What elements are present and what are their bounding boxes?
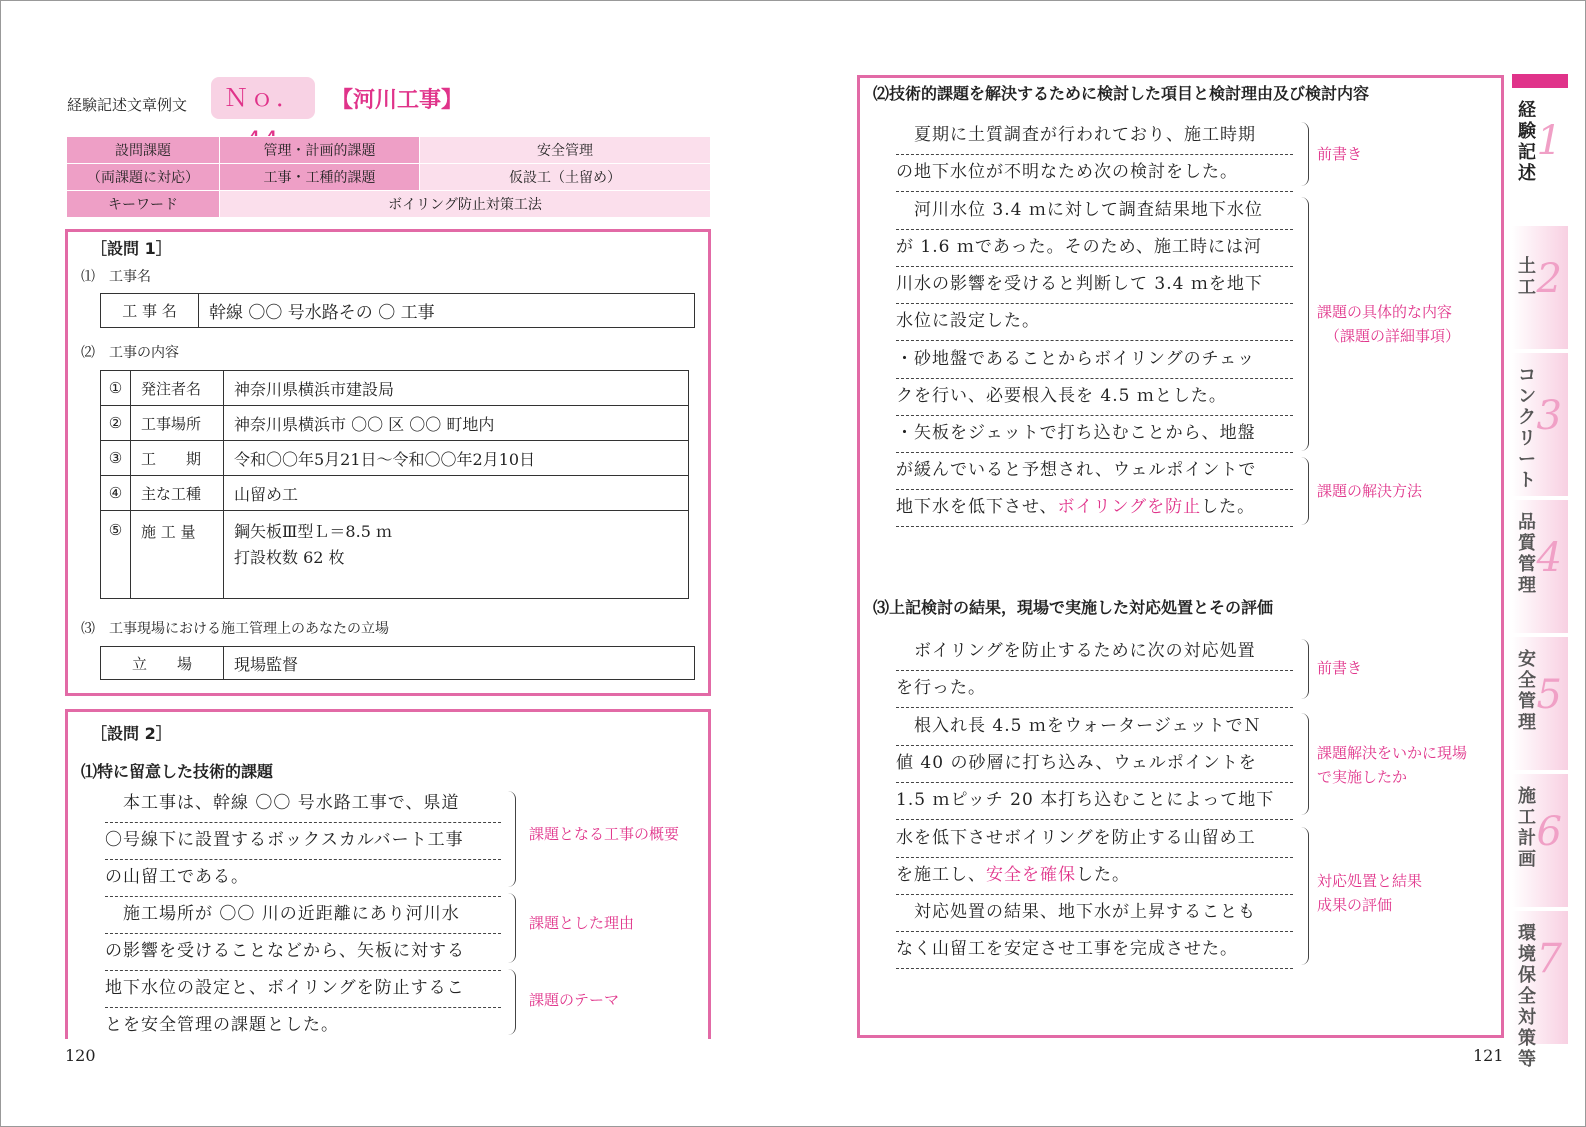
row-key: 発注者名 [131, 371, 224, 406]
table-row [101, 406, 689, 441]
category-1-value: 安全管理 [420, 137, 711, 164]
essay-line: 河川水位 3.4 ｍに対して調査結果地下水位 [896, 193, 1293, 230]
row-key: 主な工種 [131, 476, 224, 511]
location-value: 神奈川県横浜市 〇〇 区 〇〇 町地内 [224, 406, 689, 441]
essay-line: 地下水位の設定と、ボイリングを防止するこ [105, 971, 501, 1008]
section-label: 経験記述文章例文 [67, 96, 188, 114]
annotation: 前書き [1317, 659, 1363, 677]
essay-line: 夏期に土質調査が行われており、施工時期 [896, 118, 1293, 155]
essay-line: 本工事は、幹線 〇〇 号水路工事で、県道 [105, 786, 501, 823]
position-value: 現場監督 [224, 647, 695, 680]
annotation: 課題となる工事の概要 [529, 825, 680, 843]
essay-line: 根入れ長 4.5 ｍをウォータージェットでＮ [896, 709, 1293, 746]
page-title: 【河川工事】 [331, 88, 464, 113]
essay-line: なく山留工を安定させ工事を完成させた。 [896, 932, 1293, 969]
row-number: ⑤ [101, 511, 131, 599]
page-number-right: 121 [1473, 1046, 1504, 1065]
project-name-value: 幹線 〇〇 号水路その 〇 工事 [199, 294, 695, 328]
annotation: （課題の詳細事項） [1325, 327, 1461, 345]
essay-line: 地下水を低下させ、ボイリングを防止した。 [896, 490, 1293, 527]
essay-line: の影響を受けることなどから、矢板に対する [105, 934, 501, 971]
chapter-tab-concrete[interactable]: コンクリート 3 [1512, 353, 1568, 498]
chapter-tab-safety[interactable]: 安全管理 5 [1512, 637, 1568, 772]
quantity-value-1: 鋼矢板Ⅲ型Ｌ＝8.5 ｍ [234, 522, 392, 541]
annotation: 課題の具体的な内容 [1317, 303, 1453, 321]
bracket [506, 791, 516, 887]
chapter-tab-environment[interactable]: 環境保全対策等 7 [1512, 911, 1568, 1046]
q2-section-2-title: ⑵技術的課題を解決するために検討した項目と検討理由及び検討内容 [873, 84, 1370, 103]
question-topic-label: 設問課題 [67, 137, 220, 164]
project-name-table [100, 293, 695, 328]
row-key: 工 期 [131, 441, 224, 476]
main-work-value: 山留め工 [224, 476, 689, 511]
position-label: 立 場 [101, 647, 224, 680]
annotation: 課題解決をいかに現場 [1317, 744, 1468, 762]
essay-line: ・矢板をジェットで打ち込むことから、地盤 [896, 416, 1293, 453]
annotation: 課題とした理由 [529, 914, 635, 932]
essay-line: が緩んでいると予想され、ウェルポイントで [896, 453, 1293, 490]
category-1: 管理・計画的課題 [220, 137, 420, 164]
bracket [1299, 197, 1309, 451]
keyword-table [66, 136, 711, 218]
essay-line: 対応処置の結果、地下水が上昇することも [896, 895, 1293, 932]
essay-line: の山留工である。 [105, 860, 501, 897]
question-2-title: ［設問 2］ [91, 724, 172, 743]
essay-line: とを安全管理の課題とした。 [105, 1015, 339, 1035]
keyword-label: キーワード [67, 191, 220, 218]
essay-line: の地下水位が不明なため次の検討をした。 [896, 155, 1293, 192]
example-number-badge: Ｎｏ． [211, 77, 315, 119]
q2-section-1: ⑴特に留意した技術的課題 [81, 762, 274, 781]
q1-section-2: ⑵ 工事の内容 [81, 345, 179, 361]
essay-line: 1.5 ｍピッチ 20 本打ち込むことによって地下 [896, 783, 1293, 820]
keyword-value: ボイリング防止対策工法 [220, 191, 711, 218]
essay-line: クを行い、必要根入長を 4.5 ｍとした。 [896, 379, 1293, 416]
essay-line: 水位に設定した。 [896, 304, 1293, 341]
table-row [101, 511, 689, 599]
annotation: 対応処置と結果 [1317, 872, 1423, 890]
essay-line: を行った。 [896, 671, 1293, 708]
project-details-table [100, 370, 689, 599]
bracket [506, 893, 516, 963]
chapter-tab-experience[interactable]: 経験記述 1 [1512, 74, 1568, 214]
chapter-tab-construction-plan[interactable]: 施工計画 6 [1512, 774, 1568, 909]
annotation: 課題のテーマ [529, 991, 620, 1009]
bracket [1299, 713, 1309, 815]
essay-line: 施工場所が 〇〇 川の近距離にあり河川水 [105, 897, 501, 934]
row-number: ③ [101, 441, 131, 476]
essay-line: ・砂地盤であることからボイリングのチェッ [896, 342, 1293, 379]
annotation: 前書き [1317, 145, 1363, 163]
bracket [1299, 827, 1309, 965]
bracket [1299, 122, 1309, 186]
essay-line: を施工し、安全を確保した。 [896, 858, 1293, 895]
bracket [506, 969, 516, 1035]
essay-line: 値 40 の砂層に打ち込み、ウェルポイントを [896, 746, 1293, 783]
annotation: で実施したか [1317, 768, 1408, 786]
question-topic-sub: （両課題に対応） [67, 164, 220, 191]
project-name-label: 工 事 名 [101, 294, 199, 328]
row-key: 施 工 量 [131, 511, 224, 599]
q1-section-3: ⑶ 工事現場における施工管理上のあなたの立場 [81, 621, 389, 637]
essay-line: が 1.6 ｍであった。そのため、施工時には河 [896, 230, 1293, 267]
highlight-text: ボイリングを防止 [1057, 497, 1202, 517]
client-value: 神奈川県横浜市建設局 [224, 371, 689, 406]
essay-line: ボイリングを防止するために次の対応処置 [896, 634, 1293, 671]
annotation: 成果の評価 [1317, 896, 1393, 914]
page-number-left: 120 [65, 1046, 96, 1065]
chapter-tab-quality[interactable]: 品質管理 4 [1512, 500, 1568, 635]
highlight-text: 安全を確保 [986, 865, 1076, 885]
table-row [101, 476, 689, 511]
table-row [101, 371, 689, 406]
table-row [101, 441, 689, 476]
q2-section-3-title: ⑶上記検討の結果，現場で実施した対応処置とその評価 [873, 598, 1274, 617]
bracket [1299, 639, 1309, 699]
row-number: ② [101, 406, 131, 441]
essay-line: 川水の影響を受けると判断して 3.4 ｍを地下 [896, 267, 1293, 304]
question-1-title: ［設問 1］ [91, 239, 172, 258]
category-2-value: 仮設工（土留め） [420, 164, 711, 191]
bracket [1299, 457, 1309, 525]
category-2: 工事・工種的課題 [220, 164, 420, 191]
essay-line: 〇号線下に設置するボックスカルバート工事 [105, 823, 501, 860]
q1-section-1: ⑴ 工事名 [81, 269, 151, 285]
row-key: 工事場所 [131, 406, 224, 441]
essay-line: 水を低下させボイリングを防止する山留め工 [896, 821, 1293, 858]
chapter-tab-earthwork[interactable]: 土工 2 [1512, 226, 1568, 351]
position-table [100, 646, 695, 680]
period-value: 令和〇〇年5月21日～令和〇〇年2月10日 [224, 441, 689, 476]
row-number: ④ [101, 476, 131, 511]
quantity-value-2: 打設枚数 62 枚 [234, 548, 345, 567]
row-number: ① [101, 371, 131, 406]
annotation: 課題の解決方法 [1317, 482, 1423, 500]
